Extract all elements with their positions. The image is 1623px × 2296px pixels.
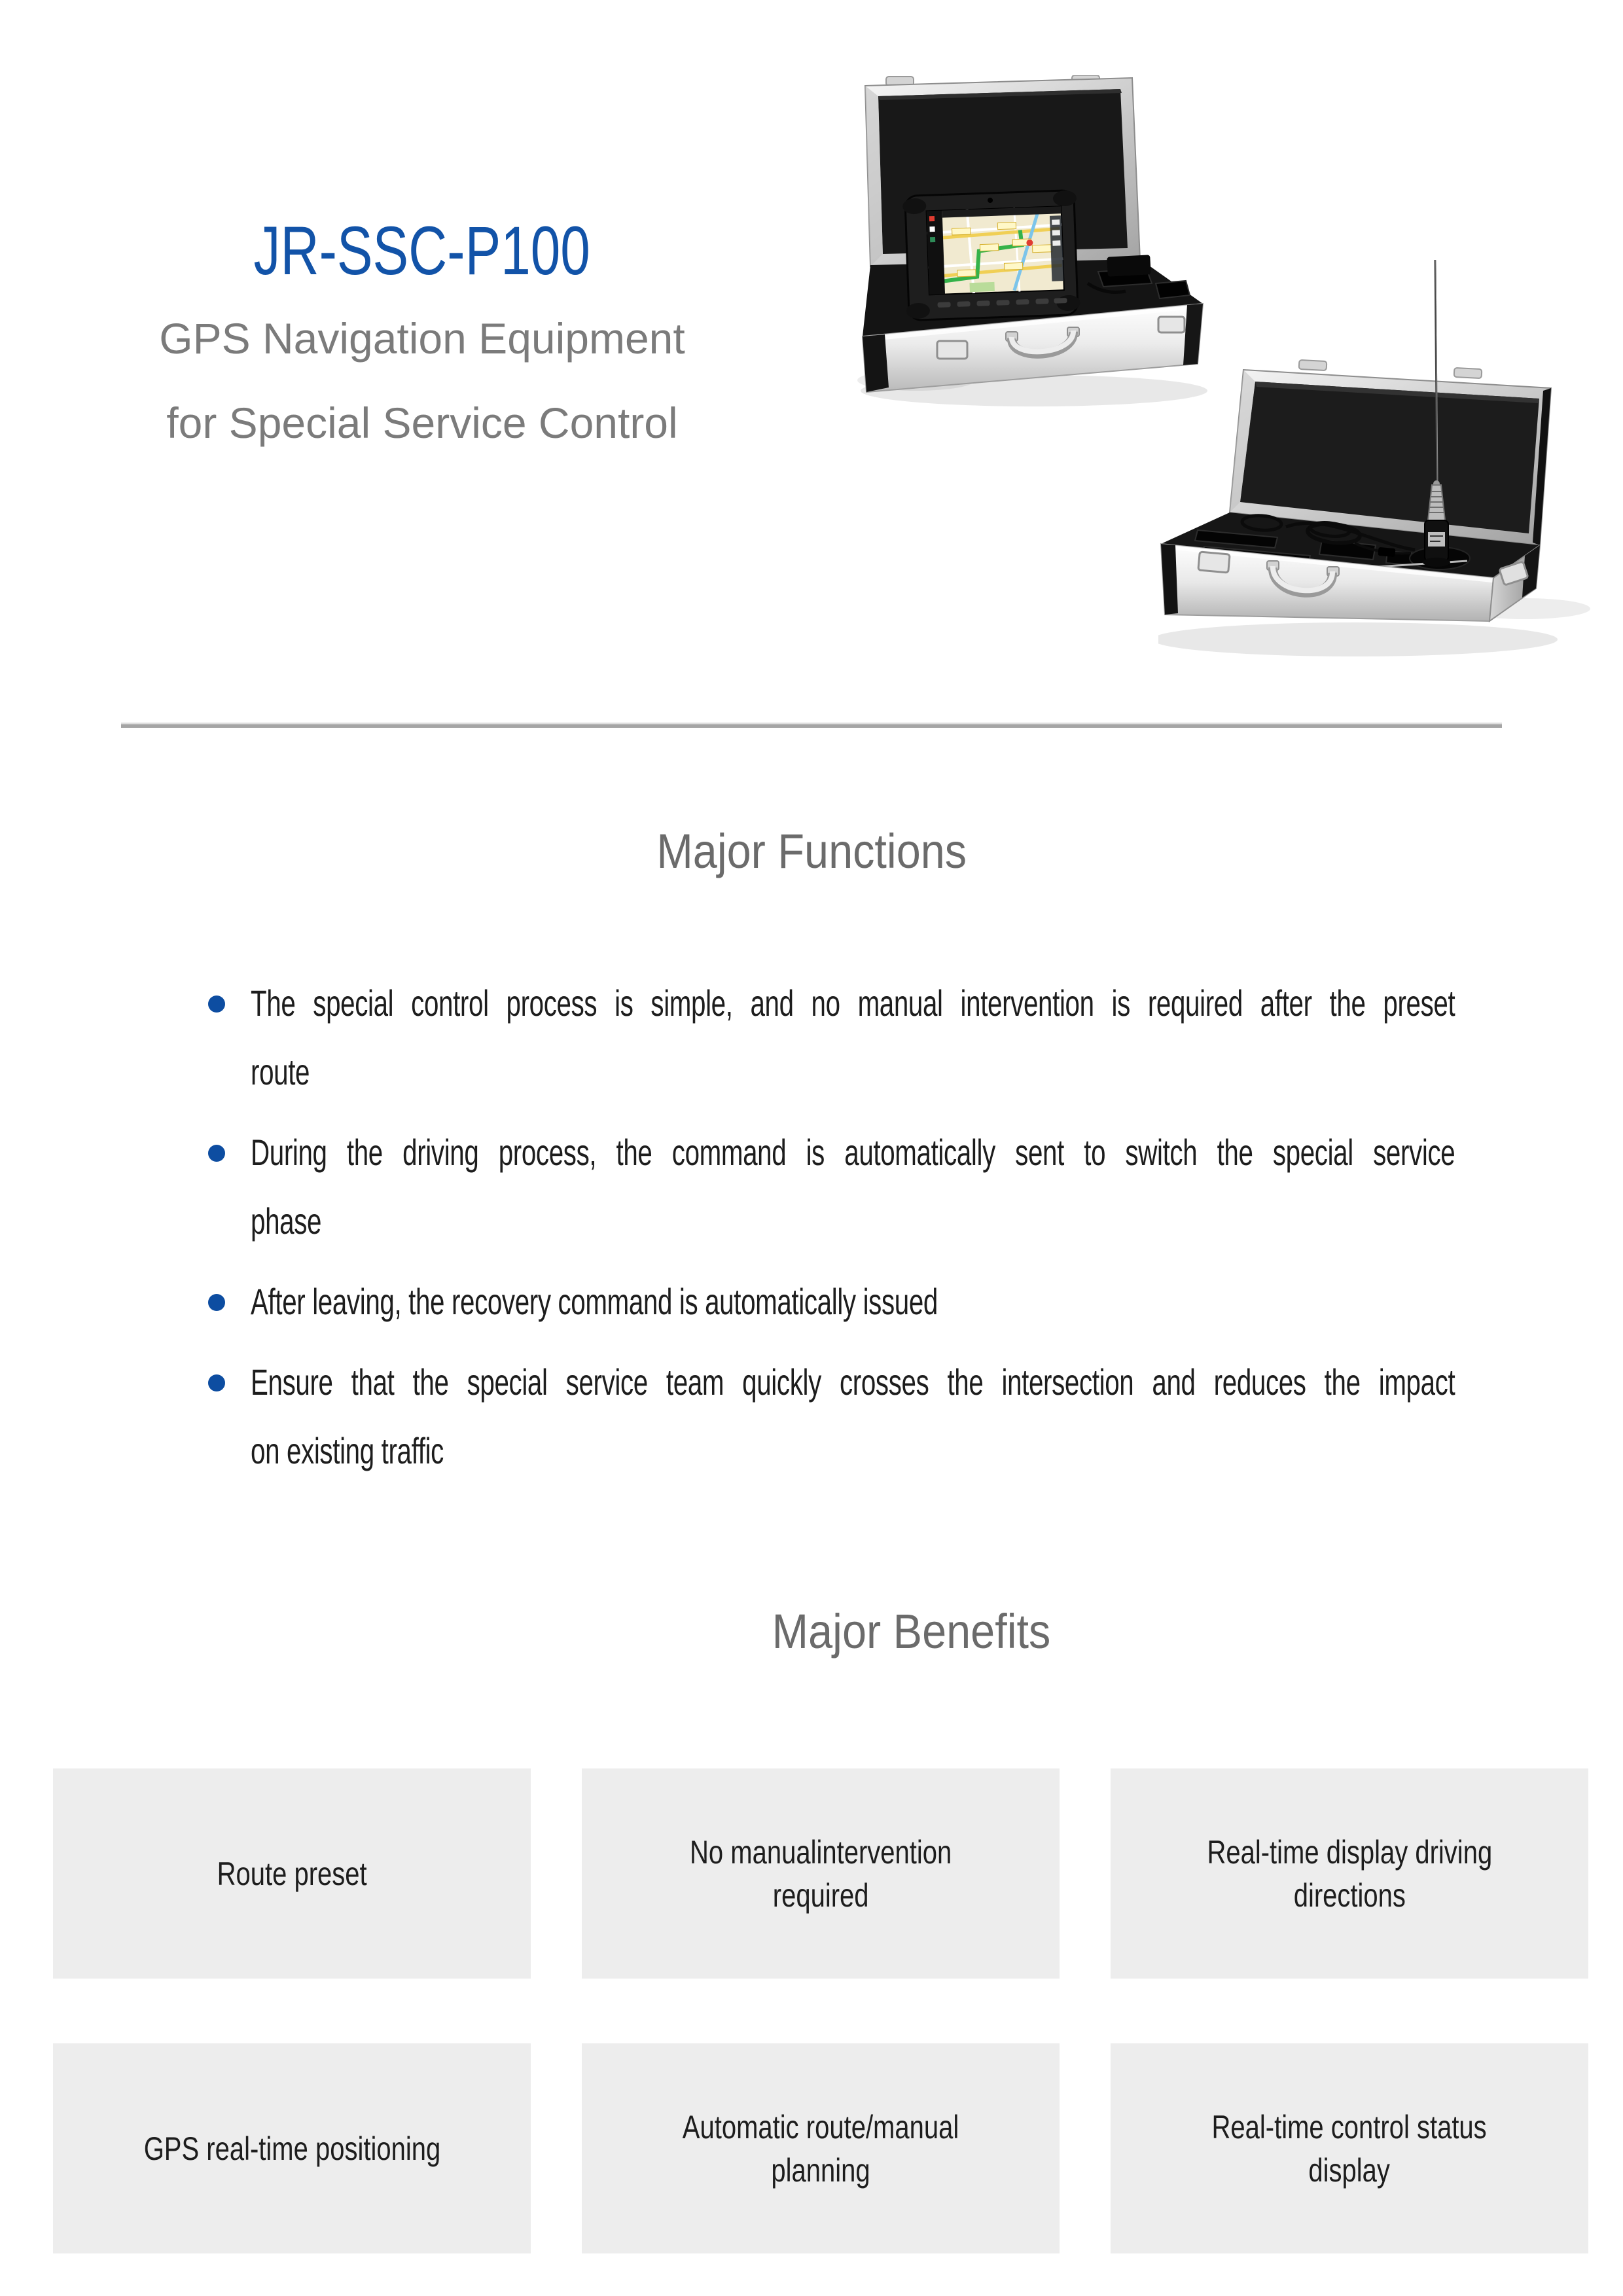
- benefit-card: [582, 2043, 1060, 2253]
- case2-lid: [1230, 360, 1551, 545]
- bullet-item: [208, 969, 1456, 1106]
- product-subtitle: GPS Navigation Equipment for Special Service Control: [159, 314, 685, 447]
- benefit-label: No manualintervention required: [689, 1833, 952, 1914]
- functions-bullet-list: [208, 969, 1456, 1497]
- page-title: [0, 213, 844, 289]
- bullet-dot-icon: [208, 1374, 225, 1391]
- section-divider: [121, 723, 1502, 728]
- benefit-label: GPS real-time positioning: [143, 2130, 440, 2167]
- bullet-dot-icon: [208, 1145, 225, 1162]
- gps-device: [902, 190, 1080, 320]
- antenna-case-photo: [1158, 252, 1616, 684]
- benefit-label: Real-time display driving directions: [1207, 1833, 1492, 1914]
- bullet-item: [208, 1118, 1456, 1255]
- product-code: JR-SSC-P100: [253, 213, 591, 289]
- benefit-card: [53, 1768, 531, 1979]
- gps-map-screen: [927, 206, 1064, 295]
- functions-section-title: Major Functions: [656, 824, 967, 878]
- benefit-label: Automatic route/manual planning: [682, 2108, 959, 2189]
- bullet-dot-icon: [208, 1294, 225, 1311]
- benefits-section-title: Major Benefits: [772, 1604, 1050, 1659]
- bullet-item: [208, 1267, 1456, 1336]
- benefit-card: [53, 2043, 531, 2253]
- benefits-grid: [53, 1768, 1588, 2253]
- benefit-card: [1111, 1768, 1588, 1979]
- benefit-label: Real-time control status display: [1211, 2108, 1488, 2189]
- benefit-card: [1111, 2043, 1588, 2253]
- bullet-dot-icon: [208, 996, 225, 1013]
- benefit-label: Route preset: [217, 1855, 367, 1892]
- bullet-text: After leaving, the recovery command is automatically issued: [251, 1281, 938, 1322]
- benefit-card: [582, 1768, 1060, 1979]
- bullet-text: Ensure that the special service team quickly crosses the intersection and reduces the impact on existing traffic: [251, 1361, 1455, 1471]
- bullet-item: [208, 1348, 1456, 1485]
- bullet-text: The special control process is simple, and no manual intervention is required after the preset route: [251, 982, 1455, 1092]
- bullet-text: During the driving process, the command is automatically sent to switch the special service phase: [251, 1132, 1455, 1242]
